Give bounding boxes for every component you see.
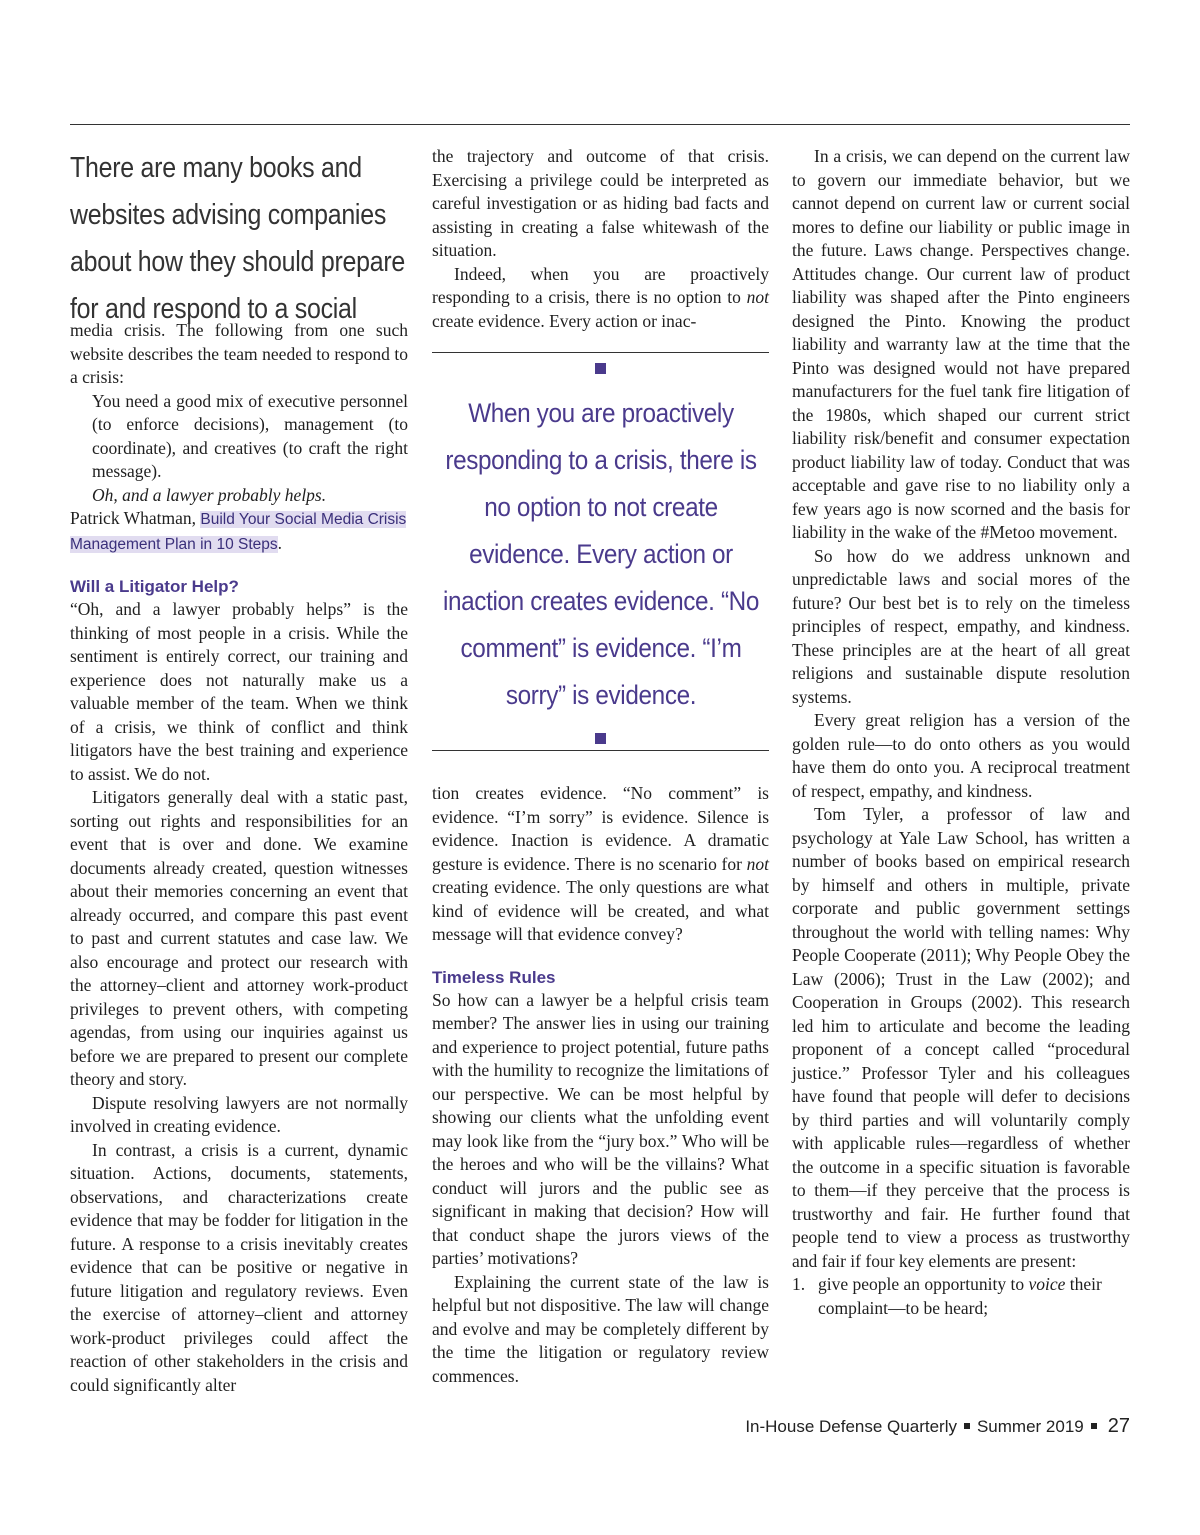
paragraph: Litigators generally deal with a static past, sorting out rights and responsibilities for an event that is over and done. We examine documents already created, question witnesses about their memories concerning an event that already occurred, and compare this past event to past and current statutes and case law. We also encourage and protect our research with the attorney–client and attorney work-product privileges to prevent others, with competing agendas, from using our inquiries against us before we are prepared to present our complete theory and story. [70, 787, 408, 1089]
paragraph: In a crisis, we can depend on the current law to govern our immediate behavior, but we cannot depend on current law or current social mores to define our liability or public image in the future. Laws change. Perspectives change. Attitudes change. Our current law of product liability was shaped after the Pinto engineers designed the Pinto. Knowing the product liability and warranty law at the time that the Pinto was designed would not have prepared manufacturers for the fuel tank fire litigation of the 1980s, which shaped our current strict liability risk/benefit and consumer expectation product liability law of today. Conduct that was acceptable and gave rise to no liability only a few years ago is now scorned and the basis for liability in the wake of the #Metoo movement. [792, 146, 1130, 542]
column-3 [792, 145, 1130, 1320]
text-run: their complaint—to be heard; [818, 1274, 1102, 1318]
blockquote: You need a good mix of executive personnel (to enforce decisions), management (to coordinate), and creatives (to craft the right message). [92, 390, 408, 481]
section-heading: Timeless Rules [432, 967, 556, 987]
text-run: tion creates evidence. “No comment” is evidence. “I’m sorry” is evidence. Silence is evidence. Inaction is evidence. A dramatic gesture is evidence. There is no scenario for [432, 783, 769, 874]
text-run: give people an opportunity to [818, 1274, 1029, 1294]
column-1 [70, 145, 408, 1397]
pullquote-bottom-rule [432, 750, 769, 751]
bullet-square-icon [1091, 1423, 1097, 1429]
paragraph: So how do we address unknown and unpredictable laws and social mores of the future? Our best bet is to rely on the timeless principles of respect, empathy, and kindness. These principles are at the heart of all great religions and sustainable dispute resolution systems. [792, 545, 1130, 707]
citation-end: . [277, 532, 283, 553]
paragraph: Every great religion has a version of the golden rule—to do onto others as you would have them do onto you. A reciprocal treatment of respect, empathy, and kindness. [792, 710, 1130, 801]
text-emphasis: voice [1028, 1274, 1066, 1294]
list-number: 1. [792, 1274, 806, 1294]
section-heading: Will a Litigator Help? [70, 577, 239, 596]
paragraph: Explaining the current state of the law is helpful but not dispositive. The law will change and evolve and may be completely different by the time the litigation or regulatory review commences. [432, 1271, 769, 1386]
lead-intro: There are many books and websites advising companies about how they should prepare for and respond to a social [70, 152, 405, 325]
top-rule [70, 124, 1130, 125]
paragraph [432, 263, 769, 334]
citation-author: Patrick Whatman, [70, 508, 201, 528]
paragraph: “Oh, and a lawyer probably helps” is the thinking of most people in a crisis. While the sentiment is entirely correct, our training and experience does not naturally make us a valuable member of the team. When we think of a crisis, we think of conflict and think litigators have the best training and experience to assist. We do not. [70, 599, 408, 784]
pullquote-square-icon [595, 733, 606, 744]
list-item [792, 1273, 1130, 1320]
text-emphasis: not [746, 287, 769, 307]
publication-name: In-House Defense Quarterly [745, 1417, 957, 1436]
paragraph: In contrast, a crisis is a current, dynamic situation. Actions, documents, statements, observations, and characterizations create evidence that may be fodder for litigation in the future. A response to a crisis inevitably creates evidence that can be positive or negative in future litigation and regulatory reviews. Even the exercise of attorney–client and attorney work-product privileges could affect the reaction of other stakeholders in the crisis and could significantly alter [70, 1139, 408, 1395]
paragraph: Tom Tyler, a professor of law and psychology at Yale Law School, has written a number of books based on empirical research by himself and others in multiple, private corporate and public government settings throughout the world with telling names: Why People Cooperate (2011); Why People Obey the Law (2006); Trust in the Law (2002); and Cooperation in Groups (2002). This research led him to articulate and become the leading proponent of a concept called “procedural justice.” Professor Tyler and his colleagues have found that people will defer to decisions by third parties and will voluntarily comply with applicable rules—regardless of whether the outcome in a specific situation is favorable to them—if they perceive that the process is trustworthy and fair. He further found that people tend to view a process as trustworthy and fair if four key elements are present: [792, 804, 1130, 1271]
citation [70, 507, 408, 556]
bullet-square-icon [964, 1423, 970, 1429]
spacer [432, 947, 769, 966]
text-run: creating evidence. The only questions are what kind of evidence will be created, and what message will that evidence convey? [432, 877, 769, 944]
page-number: 27 [1107, 1415, 1130, 1437]
text-run: Indeed, when you are proactively responding to a crisis, there is no option to [432, 263, 769, 307]
spacer [70, 556, 408, 575]
pullquote-top-rule [432, 352, 769, 353]
paragraph [432, 782, 769, 947]
page-footer [745, 1415, 1130, 1438]
blockquote-italic: Oh, and a lawyer probably helps. [92, 484, 327, 505]
text-emphasis: not [746, 853, 769, 874]
column-2 [432, 145, 769, 333]
citation-link[interactable]: Build Your Social Media Crisis Management Plan in 10 Steps [70, 511, 407, 553]
paragraph: So how can a lawyer be a helpful crisis team member? The answer lies in using our training and experience to project potential, future paths with the humility to recognize the limitations of our perspective. We can be most helpful by showing our clients what the unfolding event may look like from the “jury box.” Who will be the heroes and who will be the villains? What conduct will jurors and the public see as significant in making that decision? How will that conduct shape the jurors views of the parties’ motivations? [432, 989, 769, 1268]
pullquote [432, 390, 769, 719]
paragraph: the trajectory and outcome of that crisis. Exercising a privilege could be interpreted as careful investigation or as hiding bad facts and assisting in creating a false whitewash of the situation. [432, 146, 769, 260]
text-run: create evidence. Every action or inac- [432, 310, 697, 331]
pullquote-square-icon [595, 363, 606, 374]
paragraph: media crisis. The following from one such website describes the team needed to respond to a crisis: [70, 320, 408, 387]
paragraph: Dispute resolving lawyers are not normally involved in creating evidence. [70, 1092, 408, 1136]
column-2-continued [432, 782, 769, 1388]
pullquote-text: When you are proactively responding to a crisis, there is no option to not create evidence. Every action or inaction creates evidence. “No comment” is evidence. “I’m sorry” is evidence. [442, 398, 760, 710]
issue-date: Summer 2019 [976, 1417, 1084, 1436]
